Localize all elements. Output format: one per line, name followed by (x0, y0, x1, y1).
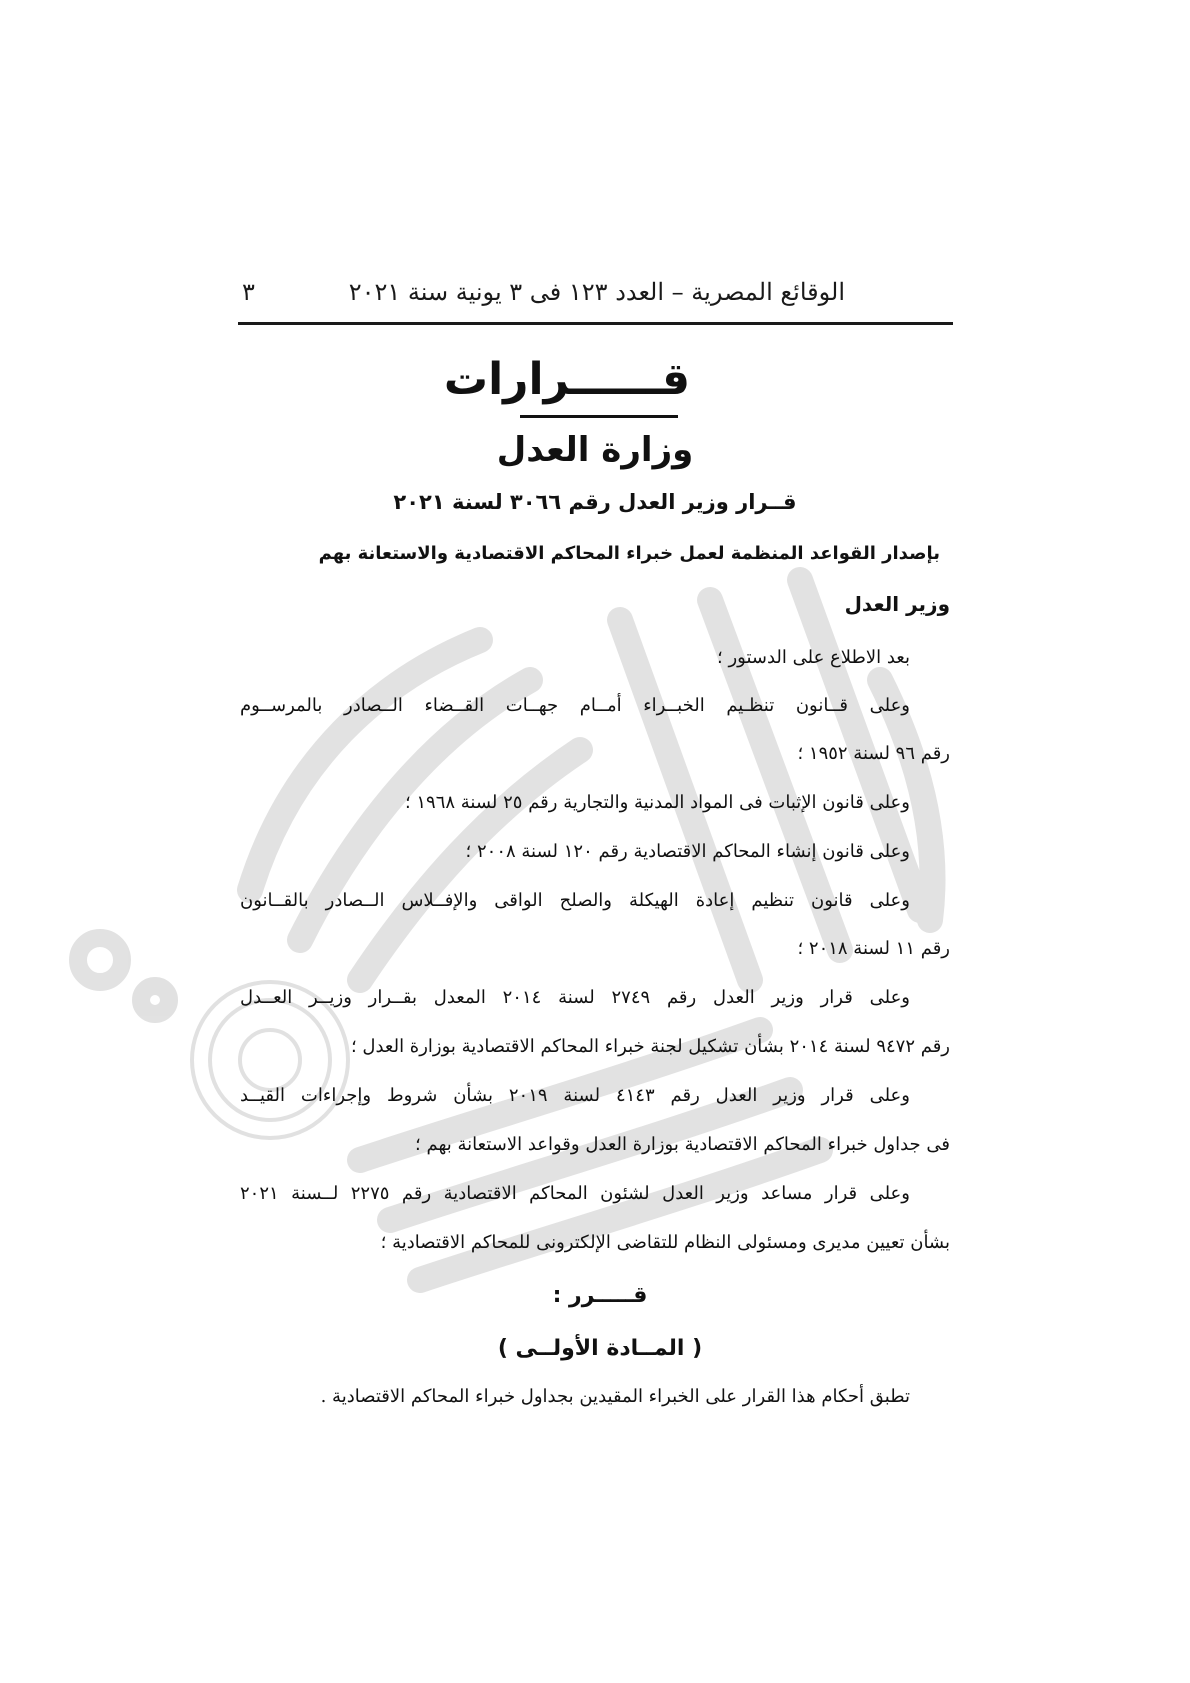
decided-heading: قـــــرر : (552, 1283, 648, 1308)
preamble-line: وعلى قانون إنشاء المحاكم الاقتصادية رقم ١٢٠ لسنة ٢٠٠٨ ؛ (465, 841, 910, 862)
preamble-line: رقم ٩٦ لسنة ١٩٥٢ ؛ (797, 743, 950, 764)
article-text: تطبق أحكام هذا القرار على الخبراء المقيدين بجداول خبراء المحاكم الاقتصادية . (320, 1386, 910, 1407)
article-title: ( المــادة الأولــى ) (497, 1336, 703, 1361)
header-divider (238, 322, 953, 325)
decree-title: قــرار وزير العدل رقم ٣٠٦٦ لسنة ٢٠٢١ (393, 490, 797, 514)
preamble-line: بعد الاطلاع على الدستور ؛ (717, 647, 910, 668)
preamble-line: فى جداول خبراء المحاكم الاقتصادية بوزارة العدل وقواعد الاستعانة بهم ؛ (415, 1134, 950, 1155)
gazette-header-title: الوقائع المصرية – العدد ١٢٣ فى ٣ يونية سنة ٢٠٢١ (348, 278, 845, 306)
preamble-line: وعلى قــانون تنظـيم الخبــراء أمــام جهــات القــضاء الــصادر بالمرســوم (240, 695, 910, 716)
preamble-line: رقم ٩٤٧٢ لسنة ٢٠١٤ بشأن تشكيل لجنة خبراء المحاكم الاقتصادية بوزارة العدل ؛ (350, 1036, 950, 1057)
preamble-line: وعلى قرار وزير العدل رقم ٢٧٤٩ لسنة ٢٠١٤ المعدل بقــرار وزيــر العــدل (240, 987, 911, 1008)
section-title: قــــــرارات (443, 354, 690, 405)
section-title-underline (520, 415, 678, 418)
preamble-line: وعلى قرار وزير العدل رقم ٤١٤٣ لسنة ٢٠١٩ بشأن شروط وإجراءات القيــد (240, 1085, 910, 1106)
preamble-line: وعلى قانون تنظيم إعادة الهيكلة والصلح الواقى والإفــلاس الــصادر بالقــانون (240, 890, 910, 911)
minister-label: وزير العدل (844, 592, 950, 616)
page-header (238, 272, 953, 324)
preamble-line: وعلى قانون الإثبات فى المواد المدنية والتجارية رقم ٢٥ لسنة ١٩٦٨ ؛ (404, 792, 910, 813)
ministry-heading: وزارة العدل (496, 430, 694, 470)
decree-subject: بإصدار القواعد المنظمة لعمل خبراء المحاكم الاقتصادية والاستعانة بهم (318, 543, 940, 564)
preamble-line: رقم ١١ لسنة ٢٠١٨ ؛ (797, 938, 950, 959)
preamble-line: وعلى قرار مساعد وزير العدل لشئون المحاكم الاقتصادية رقم ٢٢٧٥ لــسنة ٢٠٢١ (240, 1183, 910, 1204)
page-number: ٣ (242, 278, 255, 306)
preamble-line: بشأن تعيين مديرى ومسئولى النظام للتقاضى الإلكترونى للمحاكم الاقتصادية ؛ (380, 1232, 950, 1253)
